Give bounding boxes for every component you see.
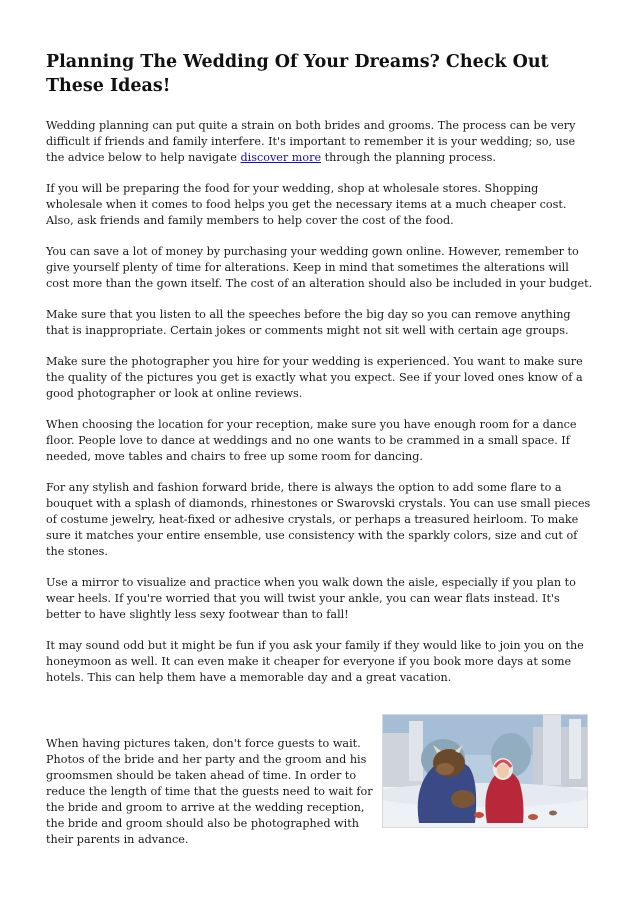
intro-paragraph [46,118,594,166]
bottom-section [46,714,594,864]
paragraph-photographer: Make sure the photographer you hire for your wedding is experienced. You want to make sure the quality of the pictures you get is exactly what you expect. See if your loved ones know of a good photographer or look at online reviews. [46,355,583,400]
cartoon-illustration [382,714,588,828]
article-title: Planning The Wedding Of Your Dreams? Check Out These Ideas! [46,52,549,96]
document-page [46,50,594,864]
paragraph-reception: When choosing the location for your reception, make sure you have enough room for a dance floor. People love to dance at weddings and no one wants to be crammed in a small space. If needed, move tables and chairs to free up some room for dancing. [46,418,577,463]
paragraph-mirror: Use a mirror to visualize and practice when you walk down the aisle, especially if you plan to wear heels. If you're worried that you will twist your ankle, you can wear flats instead. It's better to have slightly less sexy footwear than to fall! [46,576,576,621]
paragraph-speeches: Make sure that you listen to all the speeches before the big day so you can remove anything that is inappropriate. Certain jokes or comments might not sit well with certain age groups. [46,308,571,337]
paragraph-gown: You can save a lot of money by purchasing your wedding gown online. However, remember to give yourself plenty of time for alterations. Keep in mind that sometimes the alterations will cost more than the gown itself. The cost of an alteration should also be included in your budget. [46,245,593,290]
paragraph-food: If you will be preparing the food for your wedding, shop at wholesale stores. Shopping wholesale when it comes to food helps you get the necessary items at a much cheaper cost. Also, ask friends and family members to help cover the cost of the food. [46,182,567,227]
intro-text-before-link: Wedding planning can put quite a strain on both brides and grooms. The process can be very difficult if friends and family interfere. It's important to remember it is your wedding; so, use the advice below to help navigate [46,119,576,164]
discover-more-link[interactable]: discover more [240,151,322,164]
intro-text-after-link: through the planning process. [321,151,496,164]
paragraph-honeymoon: It may sound odd but it might be fun if you ask your family if they would like to join you on the honeymoon as well. It can even make it cheaper for everyone if you book more days at some hotels. This can help them have a memorable day and a great vacation. [46,639,584,684]
paragraph-pictures: When having pictures taken, don't force guests to wait. Photos of the bride and her party and the groom and his groomsmen should be taken ahead of time. In order to reduce the length of time that the guests need to wait for the bride and groom to arrive at the wedding reception, the bride and groom should also be photographed with their parents in advance. [46,737,373,846]
paragraph-bouquet: For any stylish and fashion forward bride, there is always the option to add some flare to a bouquet with a splash of diamonds, rhinestones or Swarovski crystals. You can use small pieces of costume jewelry, heat-fixed or adhesive crystals, or perhaps a treasured heirloom. To make sure it matches your entire ensemble, use consistency with the sparkly colors, size and cut of the stones. [46,481,591,558]
